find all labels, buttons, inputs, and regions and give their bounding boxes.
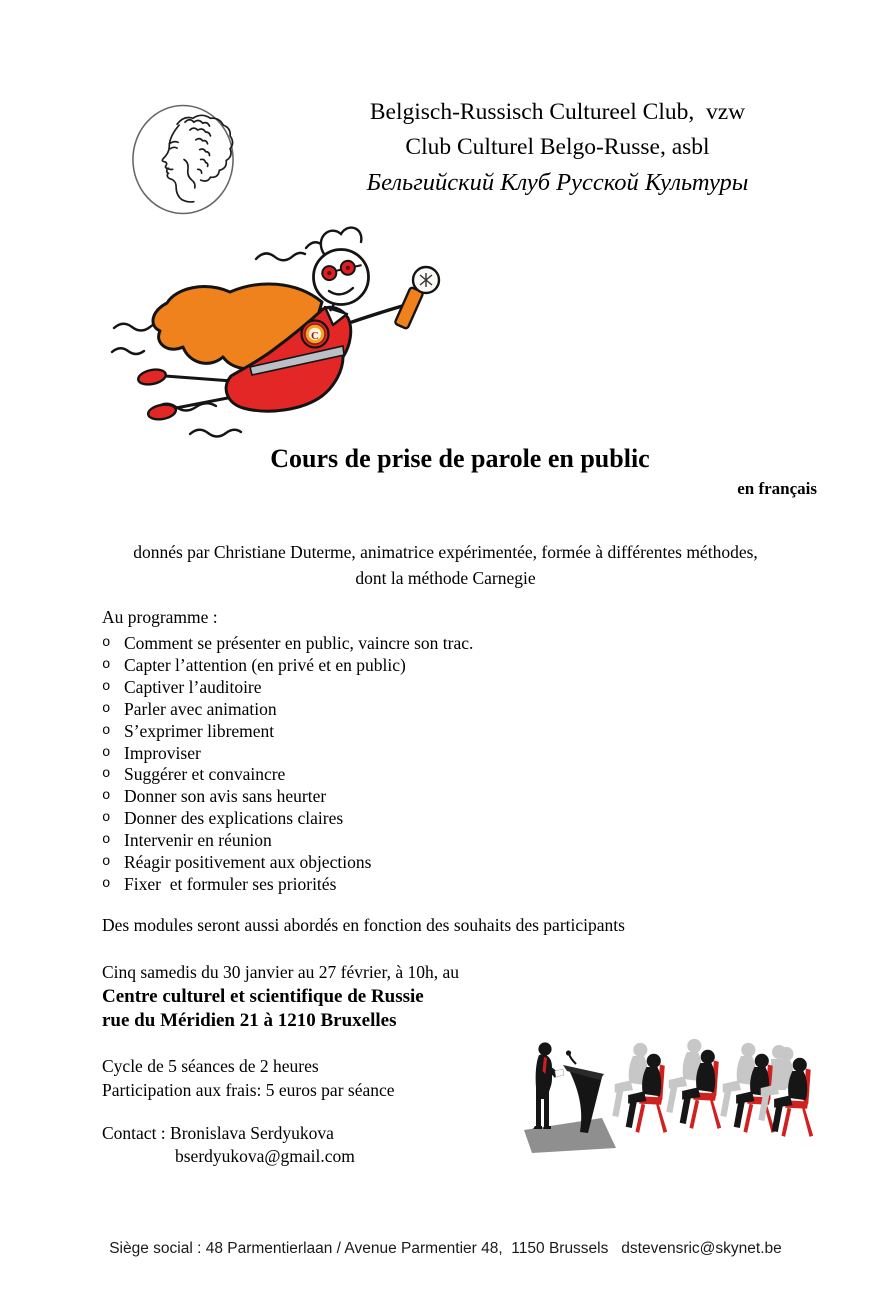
bullet-icon: o <box>102 766 111 783</box>
svg-text:C: C <box>311 330 319 342</box>
footer-address: Siège social : 48 Parmentierlaan / Avenue Parmentier 48, 1150 Brussels dstevensric@skynet.be <box>109 1240 782 1257</box>
fee-info: Participation aux frais: 5 euros par séance <box>102 1079 395 1100</box>
schedule-dates: Cinq samedis du 30 janvier au 27 février, à 10h, au <box>102 962 459 982</box>
program-item: o Captiver l’auditoire <box>102 676 262 697</box>
superwoman-illustration <box>110 218 472 460</box>
program-item: o Donner des explications claires <box>102 808 344 829</box>
modules-note: Des modules seront aussi abordés en fonction des souhaits des participants <box>102 915 625 935</box>
venue-name: Centre culturel et scientifique de Russie <box>102 985 424 1007</box>
program-item: o Suggérer et convaincre <box>102 764 286 785</box>
intro-line-2: dont la méthode Carnegie <box>355 568 536 588</box>
course-title: Cours de prise de parole en public <box>270 444 650 473</box>
bullet-icon: o <box>102 832 111 849</box>
program-item: o Capter l’attention (en privé et en public) <box>102 654 406 675</box>
contact-email: bserdyukova@gmail.com <box>175 1146 355 1166</box>
details-section <box>102 1055 395 1102</box>
bullet-icon: o <box>102 635 111 651</box>
contact-line: Contact : Bronislava Serdyukova <box>102 1123 334 1143</box>
program-item: o Comment se présenter en public, vaincre son trac. <box>102 633 474 653</box>
program-item: o Donner son avis sans heurter <box>102 786 327 807</box>
bullet-icon: o <box>102 678 111 695</box>
org-name-block <box>295 95 820 200</box>
program-section <box>102 606 662 896</box>
bullet-icon: o <box>102 854 111 871</box>
program-item: o Parler avec animation <box>102 698 277 719</box>
cycle-info: Cycle de 5 séances de 2 heures <box>102 1056 319 1076</box>
program-heading: Au programme : <box>102 607 218 627</box>
bullet-icon: o <box>102 788 111 805</box>
venue-address: rue du Méridien 21 à 1210 Bruxelles <box>102 1010 397 1031</box>
program-item: o Réagir positivement aux objections <box>102 852 372 873</box>
bullet-icon: o <box>102 656 111 673</box>
audience-member <box>666 1039 721 1129</box>
speaker-silhouette <box>533 1042 564 1129</box>
audience-illustration <box>522 1036 818 1154</box>
microphone-icon <box>394 267 439 329</box>
language-note: en français <box>737 479 817 498</box>
bullet-icon: o <box>102 722 111 739</box>
pushkin-logo-icon <box>129 102 237 217</box>
bullet-icon: o <box>102 875 111 892</box>
org-name-russian: Бельгийский Клуб Русской Культуры <box>366 169 749 196</box>
schedule-section <box>102 960 459 1034</box>
bullet-icon: o <box>102 810 111 827</box>
program-item: o Fixer et formuler ses priorités <box>102 873 337 894</box>
program-item: o S’exprimer librement <box>102 720 275 741</box>
audience-member <box>612 1043 667 1133</box>
contact-section <box>102 1122 355 1168</box>
program-item: o Improviser <box>102 742 201 763</box>
bullet-icon: o <box>102 744 111 761</box>
intro-line-1: donnés par Christiane Duterme, animatrice expérimentée, formée à différentes méthodes, <box>133 542 758 562</box>
head <box>314 250 369 305</box>
program-item: o Intervenir en réunion <box>102 830 272 851</box>
program-list <box>102 633 662 896</box>
club-badge-icon <box>302 321 329 348</box>
intro-block <box>0 539 891 591</box>
bullet-icon: o <box>102 700 111 717</box>
org-name-french: Club Culturel Belgo-Russe, asbl <box>405 134 710 160</box>
org-name-dutch: Belgisch-Russisch Cultureel Club, vzw <box>369 99 746 125</box>
